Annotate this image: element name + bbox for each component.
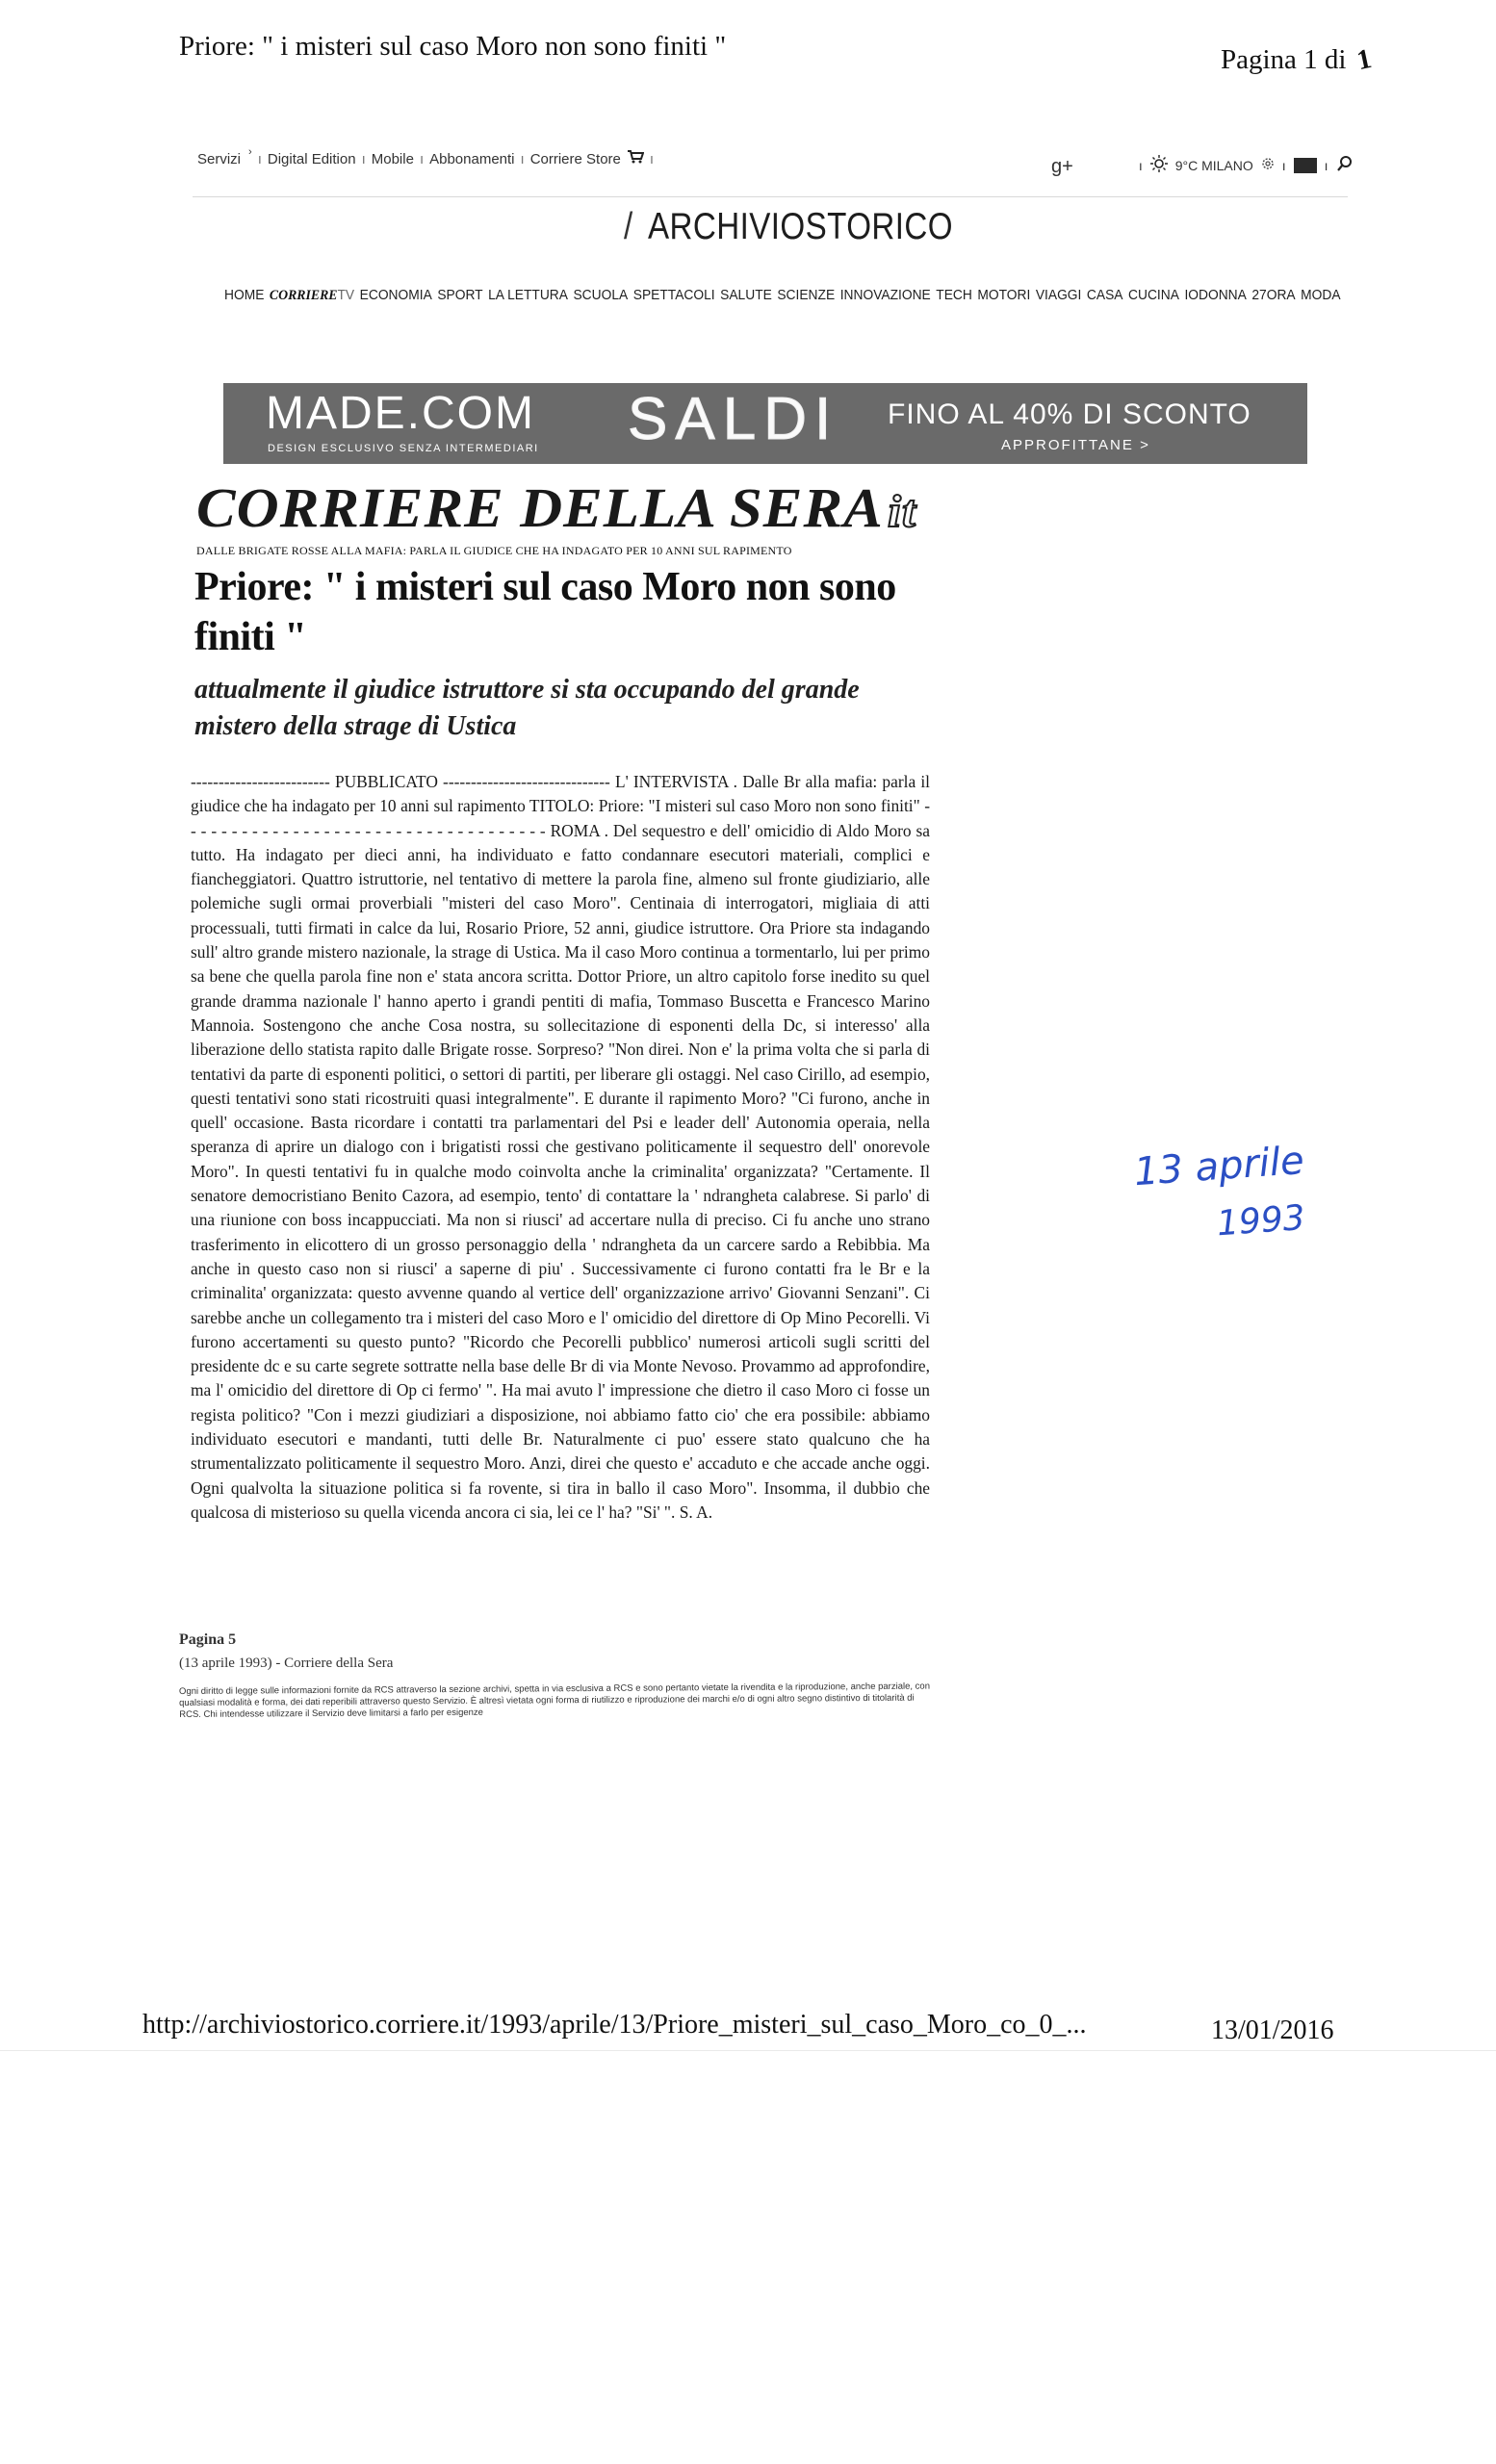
nav-item-motori[interactable]: MOTORI — [977, 287, 1031, 303]
mobile-link[interactable]: Mobile — [371, 150, 414, 167]
archive-slash: / — [624, 206, 633, 247]
print-page-total: 1 — [1354, 42, 1375, 77]
article-subhead: attualmente il giudice istruttore si sta occupando del grande mistero della strage di Ustica — [194, 675, 860, 741]
article-source-date: (13 aprile 1993) - Corriere della Sera — [179, 1656, 394, 1671]
weather-readout[interactable]: 9°C MILANO — [1174, 157, 1253, 173]
tv-logo-main: CORRIERE — [269, 288, 338, 303]
nav-item-innovazione[interactable]: INNOVAZIONE — [839, 287, 931, 303]
handwritten-line-2: 1993 — [1215, 1198, 1306, 1245]
header-divider — [193, 196, 1348, 197]
nav-item-27ora[interactable]: 27ORA — [1251, 287, 1296, 303]
print-footer-date: 13/01/2016 — [1211, 2015, 1334, 2045]
newspaper-page-label: Pagina 5 — [179, 1631, 237, 1648]
mail-icon[interactable] — [1294, 158, 1317, 173]
nav-item-scienze[interactable]: SCIENZE — [777, 287, 836, 303]
nav-item-salute[interactable]: SALUTE — [720, 287, 772, 303]
servizi-link[interactable]: Servizi — [197, 150, 242, 167]
article-headline: Priore: " i misteri sul caso Moro non sono finiti " — [194, 565, 896, 659]
nav-item-casa[interactable]: CASA — [1086, 287, 1123, 303]
nav-item-home[interactable]: HOME — [224, 287, 265, 303]
nav-item-cucina[interactable]: CUCINA — [1128, 287, 1179, 303]
article-kicker: DALLE BRIGATE ROSSE ALLA MAFIA: PARLA IL GIUDICE CHE HA INDAGATO PER 10 ANNI SUL RAPIMENTO — [196, 544, 792, 557]
legal-notice: Ogni diritto di legge sulle informazioni fornite da RCS attraverso la sezione archivi, spetta in via esclusiva a RCS e sono pertanto vietate la rivendita e la riproduzione, anche parziale, con qualsiasi modalità e forma, dei dati reperibili attraverso questo Servizio. È altresì vietata ogni forma di riutilizzo e riproduzione dei marchi e/o di ogni altro segno distintivo di titolarità di RCS. Chi intendesse utilizzare il Servizio deve limitarsi a farlo per esigenze — [179, 1681, 931, 1720]
archive-heading[interactable] — [624, 206, 953, 248]
sun-icon — [1150, 155, 1168, 175]
nav-item-spettacoli[interactable]: SPETTACOLI — [632, 287, 715, 303]
corriere-logo-text: CORRIERE DELLA SERA — [196, 476, 884, 539]
utility-bar: Servizi › ı Digital Edition ı Mobile ı Abbonamenti ı Corriere Store ı — [197, 146, 655, 167]
print-header-title: Priore: " i misteri sul caso Moro non sono finiti " — [179, 31, 727, 62]
cart-icon[interactable] — [627, 150, 644, 167]
banner-saldi: SALDI — [628, 386, 839, 452]
main-nav — [224, 287, 1341, 304]
archive-title: ARCHIVIOSTORICO — [647, 206, 953, 247]
corriere-logo[interactable] — [196, 475, 916, 540]
nav-item-tech[interactable]: TECH — [936, 287, 972, 303]
page-edge — [0, 2050, 1496, 2051]
article-footer-meta — [179, 1629, 393, 1675]
article-body: ------------------------- PUBBLICATO ------------------------------ L' INTERVISTA . Dalle Br alla mafia: parla il giudice che ha indagato per 10 anni sul rapimento TITOLO: Priore: "I misteri sul caso Moro non sono finiti" - - - - - - - - - - - - - - - - - - - - - - - - - - - - - - - - - - - - ROMA . Del sequestro e dell' omicidio di Aldo Moro sa tutto. Ha indagato per dieci anni, ha individuato e fatto condannare esecutori materiali, complici e fiancheggiatori. Quattro istruttorie, nel tentativo di mettere la parola fine, almeno sul fronte giudiziario, alle polemiche sugli ormai proverbiali "misteri del caso Moro". Centinaia di interrogatori, migliaia di atti processuali, tutti firmati in calce da lui, Rosario Priore, 52 anni, giudice istruttore. Ora Priore sta indagando sull' altro grande mistero nazionale, la strage di Ustica. Ma il caso Moro continua a tormentarlo, lui per primo sa bene che quella parola fine non e' stata ancora scritta. Dottor Priore, un altro capitolo forse inedito su quel grande dramma nazionale l' hanno aperto i grandi pentiti di mafia, Tommaso Buscetta e Francesco Marino Mannoia. Sostengono che anche Cosa nostra, su sollecitazione di esponenti della Dc, si interesso' alla liberazione dello statista rapito dalle Brigate rosse. Sorpreso? "Non direi. Non e' la prima volta che si parla di tentativi da parte di esponenti politici, o settori di partiti, per liberare gli ostaggi. Nel caso Cirillo, ad esempio, questi tentativi sono stati ricostruiti quasi integralmente". E durante il rapimento Moro? "Ci furono, anche in quell' occasione. Basta ricordare i contatti tra parlamentari del Psi e leader dell' Autonomia operaia, nella speranza di aprire un dialogo con i brigatisti rossi che gestivano politicamente il sequestro dell' onorevole Moro". In questi tentativi fu in qualche modo coinvolta anche la criminalita' organizzata? "Certamente. Il senatore democristiano Benito Cazora, ad esempio, tento' di contattare la ' ndrangheta calabrese. Si parlo' di una riunione con boss incappucciati. Ma non si riusci' ad accertare nulla di preciso. Ci fu anche uno strano trasferimento in elicottero di un grosso personaggio della ' ndrangheta da un carcere sardo a Rebibbia. Ma anche in questo caso non si riusci' a saperne di piu' . Successivamente ci furono contatti fra le Br e la criminalita' organizzata: questo avvenne quando al vertice dell' organizzazione arrivo' Giovanni Senzani". Ci sarebbe anche un collegamento tra i misteri del caso Moro e l' omicidio del direttore di Op Mino Pecorelli. Vi furono accertamenti su questo punto? "Ricordo che Pecorelli pubblico' numerosi articoli sugli scritti del presidente dc e su carte segrete sottratte nella base delle Br di via Monte Nevoso. Provammo ad approfondire, ma l' omicidio del direttore di Op ci fermo' ". Ha mai avuto l' impressione che dietro il caso Moro ci fosse un regista politico? "Con i mezzi giudiziari a disposizione, noi abbiamo fatto cio' che era possibile: abbiamo individuato esecutori e mandanti, tutti delle Br. Naturalmente ci puo' essere stato qualcuno che ha strumentalizzato politicamente il sequestro Moro. Anzi, direi che questo e' accaduto e che accade anche oggi. Ogni qualvolta la situazione politica si fa rovente, si tira in ballo il caso Moro". Insomma, il dubbio che qualcosa di misterioso su quella vicenda ancora ci sia, lei ce l' ha? "Si' ". S. A. — [191, 772, 930, 1522]
banner-cta[interactable]: APPROFITTANE > — [1001, 437, 1150, 453]
banner-brand: MADE.COM — [266, 388, 535, 439]
nav-item-sport[interactable]: SPORT — [437, 287, 483, 303]
banner-brand-tagline: DESIGN ESCLUSIVO SENZA INTERMEDIARI — [268, 443, 539, 454]
search-icon[interactable] — [1336, 155, 1354, 175]
print-page-prefix: Pagina 1 di — [1221, 44, 1347, 75]
ad-banner[interactable] — [223, 383, 1307, 464]
abbonamenti-link[interactable]: Abbonamenti — [429, 150, 515, 167]
nav-item-economia[interactable]: ECONOMIA — [359, 287, 432, 303]
tv-logo-suffix: TV — [337, 287, 355, 303]
handwritten-date-note — [1132, 1132, 1310, 1259]
nav-item-la-lettura[interactable]: LA LETTURA — [488, 287, 568, 303]
nav-item-scuola[interactable]: SCUOLA — [573, 287, 629, 303]
nav-item-viaggi[interactable]: VIAGGI — [1035, 287, 1082, 303]
handwritten-line-1: 13 aprile — [1132, 1138, 1306, 1195]
corriere-store-link[interactable]: Corriere Store — [529, 150, 621, 167]
banner-promo: FINO AL 40% DI SCONTO — [888, 398, 1251, 430]
print-footer-url: http://archiviostorico.corriere.it/1993/aprile/13/Priore_misteri_sul_caso_Moro_co_0_... — [142, 2010, 1087, 2040]
google-plus-icon[interactable]: g+ — [1051, 156, 1073, 177]
settings-icon[interactable] — [1261, 157, 1275, 173]
nav-item-corriere-tv[interactable] — [270, 287, 354, 304]
nav-item-moda[interactable]: MODA — [1301, 287, 1341, 303]
chevron-right-icon: › — [248, 146, 252, 158]
corriere-logo-suffix: it — [888, 486, 917, 537]
nav-item-iodonna[interactable]: IODONNA — [1184, 287, 1247, 303]
digital-edition-link[interactable]: Digital Edition — [267, 150, 356, 167]
utility-bar-right: g+ ı 9°C MILANO ı ı — [1051, 154, 1354, 176]
print-page-counter — [1221, 42, 1375, 77]
